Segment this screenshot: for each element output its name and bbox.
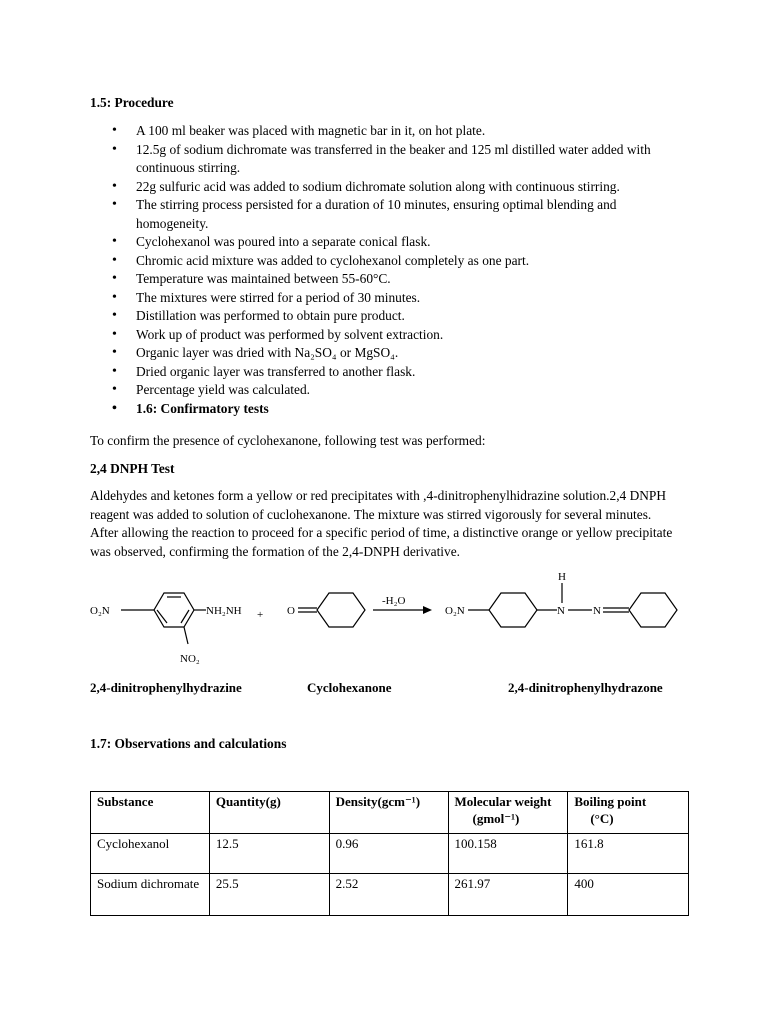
caption-ketone: Cyclohexanone [307,680,392,695]
table-cell: 25.5 [209,874,329,916]
label-o2n-right: O₂N [445,605,465,617]
reaction-arrowhead [423,606,432,614]
label-oxygen: O [287,605,295,617]
dnph-reaction-scheme [85,566,685,674]
procedure-step: • Organic layer was dried with Na₂SO₄ or MgSO₄. [90,344,680,363]
table-cell: 100.158 [448,834,568,874]
table-row [91,874,689,916]
column-header: Quantity(g) [209,792,329,834]
procedure-step: • Work up of product was performed by solvent extraction. [90,326,680,345]
label-nh2nh: NH₂NH [206,605,242,617]
table-cell: 161.8 [568,834,689,874]
table-cell: 2.52 [329,874,448,916]
label-o2n-left: O₂N [90,605,110,617]
table-header-row [91,792,689,834]
observations-heading: 1.7: Observations and calculations [90,736,287,751]
column-header: Molecular weight (gmol⁻¹) [448,792,568,834]
procedure-step: • A 100 ml beaker was placed with magnetic bar in it, on hot plate. [90,122,680,141]
dnph-paragraph: Aldehydes and ketones form a yellow or red precipitates with ,4-dinitrophenylhidrazine solution.2,4 DNPH reagent was added to solution of cuclohexanone. The mixture was stirred vigorously for several minutes. After allowing the reaction to proceed for a specific period of time, a distinctive orange or yellow precipitate was observed, confirming the formation of the 2,4-DNPH derivative. [90,488,673,559]
table-cell: Sodium dichromate [91,874,210,916]
caption-product: 2,4-dinitrophenylhydrazone [508,680,663,695]
table-cell: 12.5 [209,834,329,874]
caption-reagent: 2,4-dinitrophenylhydrazine [90,680,242,695]
table-cell: Cyclohexanol [91,834,210,874]
procedure-heading: 1.5: Procedure [90,95,174,110]
label-no2: NO₂ [180,653,200,665]
procedure-step: • Dried organic layer was transferred to another flask. [90,363,680,382]
table-cell: 400 [568,874,689,916]
procedure-step: • Chromic acid mixture was added to cyclohexanol completely as one part. [90,252,680,271]
procedure-step: • The stirring process persisted for a duration of 10 minutes, ensuring optimal blending and homogeneity. [90,196,680,233]
label-n1: N [557,605,565,617]
procedure-step: • 22g sulfuric acid was added to sodium dichromate solution along with continuous stirring. [90,178,680,197]
bond-nitro-bottom [184,627,188,644]
product-ring [489,593,537,627]
confirm-intro: To confirm the presence of cyclohexanone, following test was performed: [90,433,486,448]
procedure-step: • Percentage yield was calculated. [90,381,680,400]
procedure-step: • Temperature was maintained between 55-60°C. [90,270,680,289]
column-header: Substance [91,792,210,834]
label-plus: + [257,609,264,621]
label-water-loss: -H₂O [382,595,406,607]
procedure-step: • 12.5g of sodium dichromate was transferred in the beaker and 125 ml distilled water added with continuous stirring. [90,141,680,178]
procedure-list [90,122,680,418]
dnph-heading: 2,4 DNPH Test [90,461,175,476]
column-header: Density(gcm⁻¹) [329,792,448,834]
confirmatory-tests-heading: • 1.6: Confirmatory tests [90,400,680,419]
procedure-step: • The mixtures were stirred for a period of 30 minutes. [90,289,680,308]
label-n2: N [593,605,601,617]
cyclohexylidene-ring [629,593,677,627]
table-row [91,834,689,874]
column-header: Boiling point (°C) [568,792,689,834]
procedure-step: • Cyclohexanol was poured into a separate conical flask. [90,233,680,252]
label-h: H [558,571,566,583]
procedure-step: • Distillation was performed to obtain pure product. [90,307,680,326]
observations-table [90,791,689,916]
benzene-ring [154,593,194,627]
cyclohexanone-ring [317,593,365,627]
table-cell: 0.96 [329,834,448,874]
table-cell: 261.97 [448,874,568,916]
